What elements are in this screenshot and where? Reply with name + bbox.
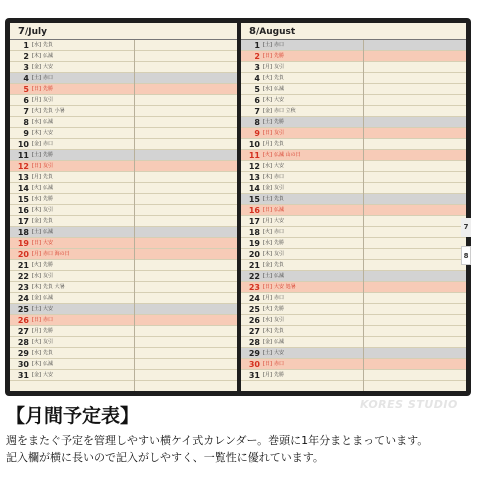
- day-number: 10: [248, 140, 260, 149]
- day-row[interactable]: [241, 194, 466, 205]
- month-name: August: [259, 27, 296, 37]
- weekday: [土]: [263, 196, 272, 202]
- rokuyo-label: 先勝: [43, 262, 54, 268]
- day-row[interactable]: [241, 139, 466, 150]
- day-number: 13: [248, 173, 260, 182]
- rokuyo-label: 赤口: [274, 42, 285, 48]
- day-row[interactable]: [10, 194, 237, 205]
- day-row[interactable]: [10, 106, 237, 117]
- month-tab-7[interactable]: 7: [461, 218, 471, 237]
- weekday: [金]: [32, 141, 41, 147]
- rokuyo-label: 大安: [43, 64, 54, 70]
- day-number: 23: [248, 283, 260, 292]
- day-number: 7: [23, 107, 29, 116]
- rokuyo-label: 先勝: [274, 53, 285, 59]
- day-number: 8: [254, 118, 260, 127]
- weekday: [水]: [263, 317, 272, 323]
- rokuyo-label: 先負: [274, 196, 285, 202]
- day-number: 10: [17, 140, 29, 149]
- day-row[interactable]: [10, 249, 237, 260]
- weekday: [日]: [32, 163, 41, 169]
- month-header: 8/August: [241, 23, 466, 40]
- day-number: 30: [248, 360, 260, 369]
- day-number: 21: [17, 261, 29, 270]
- rokuyo-label: 先勝: [274, 306, 285, 312]
- rokuyo-label: 先勝: [274, 240, 285, 246]
- day-number: 4: [23, 74, 29, 83]
- day-number: 6: [23, 96, 29, 105]
- day-row[interactable]: [241, 73, 466, 84]
- day-number: 12: [248, 162, 260, 171]
- day-row[interactable]: [241, 216, 466, 227]
- rokuyo-label: 先勝: [274, 119, 285, 125]
- day-number: 5: [23, 85, 29, 94]
- day-number: 30: [17, 360, 29, 369]
- day-number: 29: [17, 349, 29, 358]
- weekday: [日]: [32, 317, 41, 323]
- day-number: 18: [17, 228, 29, 237]
- weekday: [月]: [32, 97, 41, 103]
- day-row[interactable]: [241, 205, 466, 216]
- weekday: [月]: [263, 372, 272, 378]
- weekday: [木]: [263, 328, 272, 334]
- day-number: 27: [17, 327, 29, 336]
- rokuyo-label: 赤口: [43, 141, 54, 147]
- day-row[interactable]: [241, 117, 466, 128]
- rokuyo-label: 赤口: [274, 361, 285, 367]
- rokuyo-label: 大安: [43, 372, 54, 378]
- rokuyo-label: 仏滅: [274, 207, 285, 213]
- day-row[interactable]: [241, 40, 466, 51]
- weekday: [火]: [32, 262, 41, 268]
- description-line-2: 記入欄が横に長いので記入がしやすく、一覧性に優れています。: [6, 451, 324, 464]
- day-number: 1: [254, 41, 260, 50]
- day-row[interactable]: [241, 95, 466, 106]
- day-number: 14: [17, 184, 29, 193]
- rokuyo-label: 先勝: [43, 196, 54, 202]
- day-row[interactable]: [241, 359, 466, 370]
- rokuyo-label: 先勝: [43, 86, 54, 92]
- day-row[interactable]: [10, 260, 237, 271]
- day-number: 24: [17, 294, 29, 303]
- rokuyo-label: 先負: [43, 218, 54, 224]
- rokuyo-label: 仏滅: [274, 86, 285, 92]
- day-row[interactable]: [10, 348, 237, 359]
- day-row[interactable]: [10, 84, 237, 95]
- weekday: [金]: [32, 218, 41, 224]
- day-row[interactable]: [241, 337, 466, 348]
- day-number: 19: [248, 239, 260, 248]
- weekday: [水]: [263, 240, 272, 246]
- description-line-1: 週をまたぐ予定を管理しやすい横ケイ式カレンダー。巻頭に1年分まとまっています。: [6, 434, 429, 447]
- rokuyo-label: 友引: [43, 207, 54, 213]
- day-number: 25: [17, 305, 29, 314]
- day-row[interactable]: [10, 216, 237, 227]
- weekday: [日]: [263, 284, 272, 290]
- divider-line: [134, 40, 135, 391]
- day-row[interactable]: [10, 117, 237, 128]
- day-row[interactable]: [241, 293, 466, 304]
- rokuyo-label: 仏滅: [43, 185, 54, 191]
- day-number: 28: [248, 338, 260, 347]
- weekday: [火]: [32, 185, 41, 191]
- day-number: 17: [17, 217, 29, 226]
- day-number: 2: [23, 52, 29, 61]
- day-row[interactable]: [241, 282, 466, 293]
- rokuyo-label: 赤口: [43, 75, 54, 81]
- day-row[interactable]: [10, 227, 237, 238]
- day-number: 18: [248, 228, 260, 237]
- weekday: [木]: [32, 207, 41, 213]
- weekday: [土]: [263, 350, 272, 356]
- day-number: 6: [254, 96, 260, 105]
- day-row[interactable]: [241, 161, 466, 172]
- day-number: 8: [23, 118, 29, 127]
- day-row[interactable]: [10, 337, 237, 348]
- day-number: 14: [248, 184, 260, 193]
- weekday: [土]: [32, 229, 41, 235]
- day-number: 1: [23, 41, 29, 50]
- month-number: 7: [18, 26, 25, 37]
- rokuyo-label: 友引: [43, 163, 54, 169]
- day-row[interactable]: [10, 271, 237, 282]
- weekday: [火]: [263, 75, 272, 81]
- day-row[interactable]: [10, 62, 237, 73]
- rokuyo-label: 大安: [274, 97, 285, 103]
- day-row[interactable]: [10, 238, 237, 249]
- weekday: [月]: [263, 295, 272, 301]
- rokuyo-label: 大安: [43, 240, 54, 246]
- day-row[interactable]: [241, 348, 466, 359]
- day-row[interactable]: [10, 205, 237, 216]
- day-number: 9: [254, 129, 260, 138]
- divider-line: [363, 40, 364, 391]
- weekday: [木]: [32, 130, 41, 136]
- weekday: [月]: [263, 141, 272, 147]
- day-row[interactable]: [10, 95, 237, 106]
- weekday: [木]: [32, 284, 41, 290]
- weekday: [木]: [263, 174, 272, 180]
- day-number: 20: [17, 250, 29, 259]
- weekday: [水]: [32, 42, 41, 48]
- day-number: 17: [248, 217, 260, 226]
- rokuyo-label: 先負 小暑: [43, 108, 65, 114]
- watermark-logo: KORES STUDIO: [360, 398, 458, 411]
- day-row[interactable]: [241, 260, 466, 271]
- rokuyo-label: 大安: [274, 218, 285, 224]
- rokuyo-label: 仏滅: [43, 361, 54, 367]
- weekday: [金]: [32, 372, 41, 378]
- day-number: 31: [248, 371, 260, 380]
- section-heading: 【月間予定表】: [6, 405, 140, 427]
- day-number: 23: [17, 283, 29, 292]
- weekday: [火]: [32, 339, 41, 345]
- weekday: [金]: [263, 108, 272, 114]
- weekday: [月]: [32, 174, 41, 180]
- weekday: [金]: [263, 185, 272, 191]
- description: [6, 432, 428, 466]
- rokuyo-label: 大安: [274, 350, 285, 356]
- weekday: [水]: [263, 86, 272, 92]
- day-row[interactable]: [10, 161, 237, 172]
- day-number: 2: [254, 52, 260, 61]
- day-row[interactable]: [241, 315, 466, 326]
- rokuyo-label: 赤口: [274, 295, 285, 301]
- weekday: [火]: [263, 306, 272, 312]
- weekday: [水]: [32, 273, 41, 279]
- day-number: 16: [248, 206, 260, 215]
- weekday: [金]: [263, 339, 272, 345]
- day-row[interactable]: [10, 326, 237, 337]
- rokuyo-label: 仏滅: [43, 229, 54, 235]
- day-row[interactable]: [10, 304, 237, 315]
- day-row[interactable]: [241, 183, 466, 194]
- day-rows: [10, 40, 237, 381]
- weekday: [金]: [263, 262, 272, 268]
- weekday: [木]: [32, 53, 41, 59]
- day-row[interactable]: [10, 370, 237, 381]
- weekday: [土]: [32, 152, 41, 158]
- rokuyo-label: 大安: [274, 163, 285, 169]
- day-row[interactable]: [10, 150, 237, 161]
- day-number: 29: [248, 349, 260, 358]
- rokuyo-label: 友引: [274, 64, 285, 70]
- rokuyo-label: 仏滅: [274, 339, 285, 345]
- rokuyo-label: 仏滅: [274, 273, 285, 279]
- day-row[interactable]: [241, 172, 466, 183]
- weekday: [木]: [32, 361, 41, 367]
- weekday: [日]: [263, 130, 272, 136]
- rokuyo-label: 友引: [274, 317, 285, 323]
- day-row[interactable]: [241, 128, 466, 139]
- weekday: [火]: [263, 229, 272, 235]
- day-row[interactable]: [10, 73, 237, 84]
- day-row[interactable]: [10, 282, 237, 293]
- day-number: 3: [23, 63, 29, 72]
- rokuyo-label: 赤口: [43, 317, 54, 323]
- weekday: [月]: [263, 64, 272, 70]
- day-row[interactable]: [241, 370, 466, 381]
- weekday: [土]: [263, 119, 272, 125]
- rokuyo-label: 友引: [43, 339, 54, 345]
- weekday: [日]: [263, 207, 272, 213]
- weekday: [水]: [32, 350, 41, 356]
- rokuyo-label: 先勝: [43, 328, 54, 334]
- day-number: 15: [17, 195, 29, 204]
- rokuyo-label: 大安 処暑: [274, 284, 296, 290]
- day-number: 22: [17, 272, 29, 281]
- weekday: [木]: [263, 97, 272, 103]
- weekday: [金]: [32, 64, 41, 70]
- day-number: 11: [248, 151, 260, 160]
- day-number: 9: [23, 129, 29, 138]
- day-row[interactable]: [241, 51, 466, 62]
- rokuyo-label: 赤口: [274, 174, 285, 180]
- rokuyo-label: 仏滅: [43, 53, 54, 59]
- day-number: 27: [248, 327, 260, 336]
- rokuyo-label: 友引: [43, 273, 54, 279]
- rokuyo-label: 仏滅: [43, 119, 54, 125]
- rokuyo-label: 友引: [43, 97, 54, 103]
- day-row[interactable]: [10, 139, 237, 150]
- day-number: 31: [17, 371, 29, 380]
- rokuyo-label: 赤口: [274, 229, 285, 235]
- rokuyo-label: 先負: [43, 350, 54, 356]
- day-number: 16: [17, 206, 29, 215]
- day-row[interactable]: [10, 40, 237, 51]
- rokuyo-label: 先負 大暑: [43, 284, 65, 290]
- weekday: [月]: [32, 251, 41, 257]
- weekday: [日]: [32, 86, 41, 92]
- day-number: 4: [254, 74, 260, 83]
- day-row[interactable]: [241, 150, 466, 161]
- rokuyo-label: 友引: [274, 185, 285, 191]
- rokuyo-label: 先勝: [43, 152, 54, 158]
- rokuyo-label: 友引: [274, 130, 285, 136]
- rokuyo-label: 赤口 海の日: [43, 251, 70, 257]
- day-number: 26: [17, 316, 29, 325]
- rokuyo-label: 友引: [274, 251, 285, 257]
- month-number: 8: [249, 26, 256, 37]
- weekday: [日]: [32, 240, 41, 246]
- day-number: 22: [248, 272, 260, 281]
- weekday: [土]: [32, 75, 41, 81]
- weekday: [火]: [263, 152, 272, 158]
- day-row[interactable]: [241, 304, 466, 315]
- weekday: [土]: [263, 273, 272, 279]
- page-july: [10, 23, 237, 391]
- day-number: 21: [248, 261, 260, 270]
- day-number: 20: [248, 250, 260, 259]
- day-number: 28: [17, 338, 29, 347]
- day-row[interactable]: [241, 227, 466, 238]
- rokuyo-label: 仏滅 山の日: [274, 152, 301, 158]
- rokuyo-label: 大安: [43, 130, 54, 136]
- weekday: [木]: [263, 251, 272, 257]
- day-number: 19: [17, 239, 29, 248]
- month-name: July: [28, 27, 47, 37]
- day-row[interactable]: [10, 183, 237, 194]
- weekday: [金]: [32, 295, 41, 301]
- weekday: [日]: [263, 53, 272, 59]
- day-row[interactable]: [10, 51, 237, 62]
- rokuyo-label: 先負: [274, 141, 285, 147]
- day-number: 15: [248, 195, 260, 204]
- day-number: 12: [17, 162, 29, 171]
- day-row[interactable]: [10, 293, 237, 304]
- weekday: [日]: [263, 361, 272, 367]
- day-number: 3: [254, 63, 260, 72]
- rokuyo-label: 先勝: [274, 372, 285, 378]
- rokuyo-label: 先負: [274, 75, 285, 81]
- day-row[interactable]: [10, 315, 237, 326]
- day-rows: [241, 40, 466, 381]
- rokuyo-label: 仏滅: [43, 295, 54, 301]
- day-number: 25: [248, 305, 260, 314]
- weekday: [月]: [32, 328, 41, 334]
- rokuyo-label: 大安: [43, 306, 54, 312]
- day-row[interactable]: [241, 271, 466, 282]
- day-number: 11: [17, 151, 29, 160]
- day-row[interactable]: [241, 238, 466, 249]
- rokuyo-label: 先負: [43, 42, 54, 48]
- weekday: [土]: [263, 42, 272, 48]
- day-row[interactable]: [241, 326, 466, 337]
- page-august: [241, 23, 466, 391]
- day-row[interactable]: [10, 172, 237, 183]
- day-row[interactable]: [10, 359, 237, 370]
- weekday: [水]: [263, 163, 272, 169]
- day-row[interactable]: [241, 62, 466, 73]
- rokuyo-label: 先負: [274, 262, 285, 268]
- day-number: 26: [248, 316, 260, 325]
- month-tab-8[interactable]: 8: [461, 246, 471, 265]
- rokuyo-label: 赤口 立秋: [274, 108, 296, 114]
- rokuyo-label: 先負: [274, 328, 285, 334]
- day-number: 5: [254, 85, 260, 94]
- day-row[interactable]: [241, 84, 466, 95]
- day-row[interactable]: [241, 106, 466, 117]
- day-number: 7: [254, 107, 260, 116]
- rokuyo-label: 先負: [43, 174, 54, 180]
- month-header: 7/July: [10, 23, 237, 40]
- weekday: [土]: [32, 306, 41, 312]
- weekday: [水]: [32, 196, 41, 202]
- day-number: 24: [248, 294, 260, 303]
- day-row[interactable]: [10, 128, 237, 139]
- day-row[interactable]: [241, 249, 466, 260]
- weekday: [月]: [263, 218, 272, 224]
- weekday: [水]: [32, 119, 41, 125]
- day-number: 13: [17, 173, 29, 182]
- weekday: [火]: [32, 108, 41, 114]
